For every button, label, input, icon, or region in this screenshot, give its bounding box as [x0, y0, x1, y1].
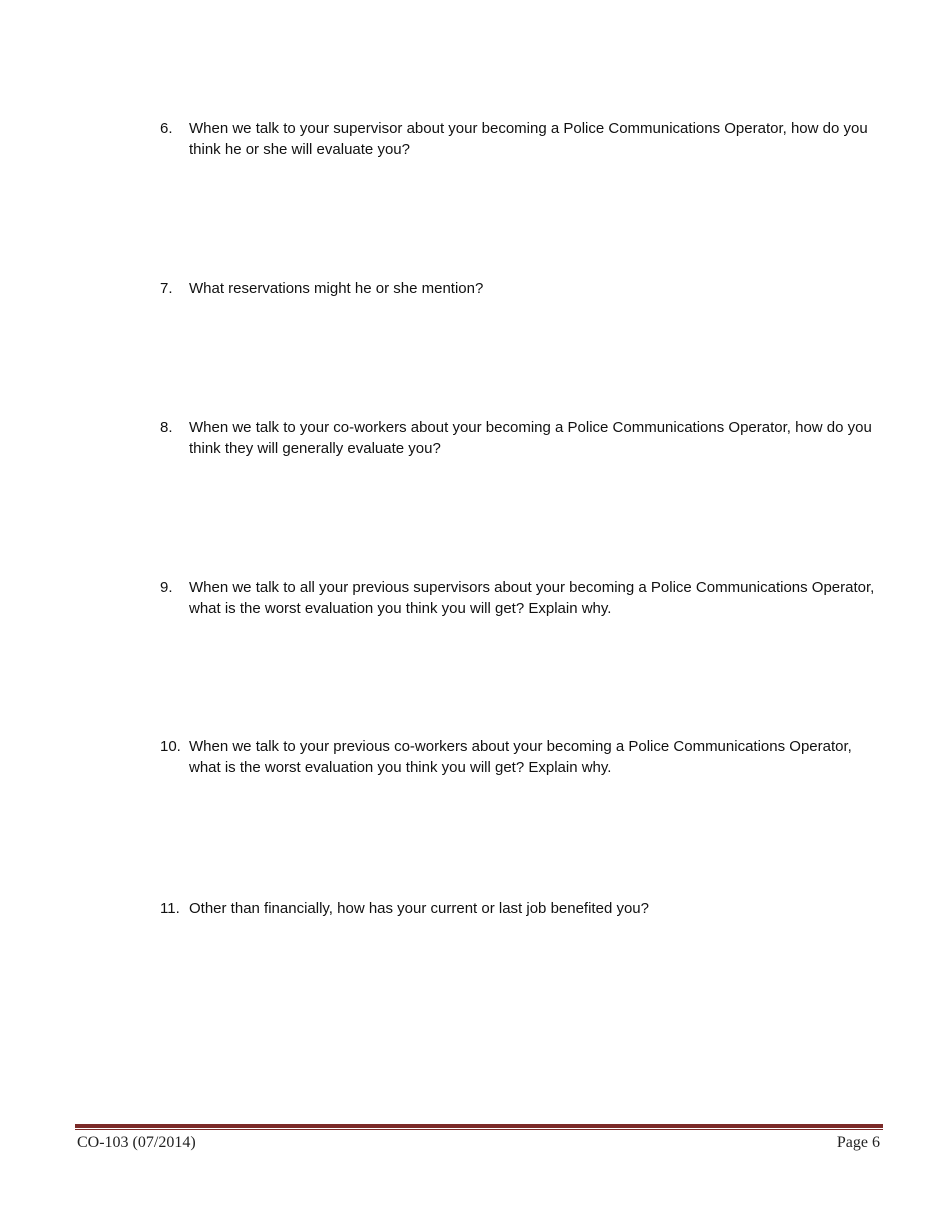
question-text: Other than financially, how has your current or last job benefited you?: [189, 900, 649, 917]
footer-divider-thick: [75, 1124, 883, 1128]
question-text: When we talk to all your previous supervisors about your becoming a Police Communications Operator, what is the worst evaluation you think you will get? Explain why.: [189, 579, 875, 617]
form-code: CO-103 (07/2014): [77, 1134, 196, 1151]
question-number: 11.: [160, 900, 180, 917]
question-number: 6.: [160, 120, 173, 137]
page-number: Page 6: [836, 1134, 880, 1151]
question-text: What reservations might he or she mention?: [189, 280, 484, 297]
question-8: [160, 417, 885, 459]
footer-divider-thin: [75, 1129, 883, 1130]
question-text: When we talk to your previous co-workers about your becoming a Police Communications Operator, what is the worst evaluation you think you will get? Explain why.: [189, 738, 852, 776]
question-number: 9.: [160, 579, 173, 596]
question-7: [160, 278, 885, 299]
question-text: When we talk to your supervisor about your becoming a Police Communications Operator, how do you think he or she will evaluate you?: [189, 120, 868, 158]
question-10: [160, 736, 885, 778]
question-number: 8.: [160, 419, 173, 436]
question-6: [160, 118, 885, 160]
question-9: [160, 577, 885, 619]
question-number: 10.: [160, 738, 181, 755]
question-11: [160, 898, 885, 919]
question-text: When we talk to your co-workers about your becoming a Police Communications Operator, how do you think they will generally evaluate you?: [189, 419, 872, 457]
question-number: 7.: [160, 280, 173, 297]
